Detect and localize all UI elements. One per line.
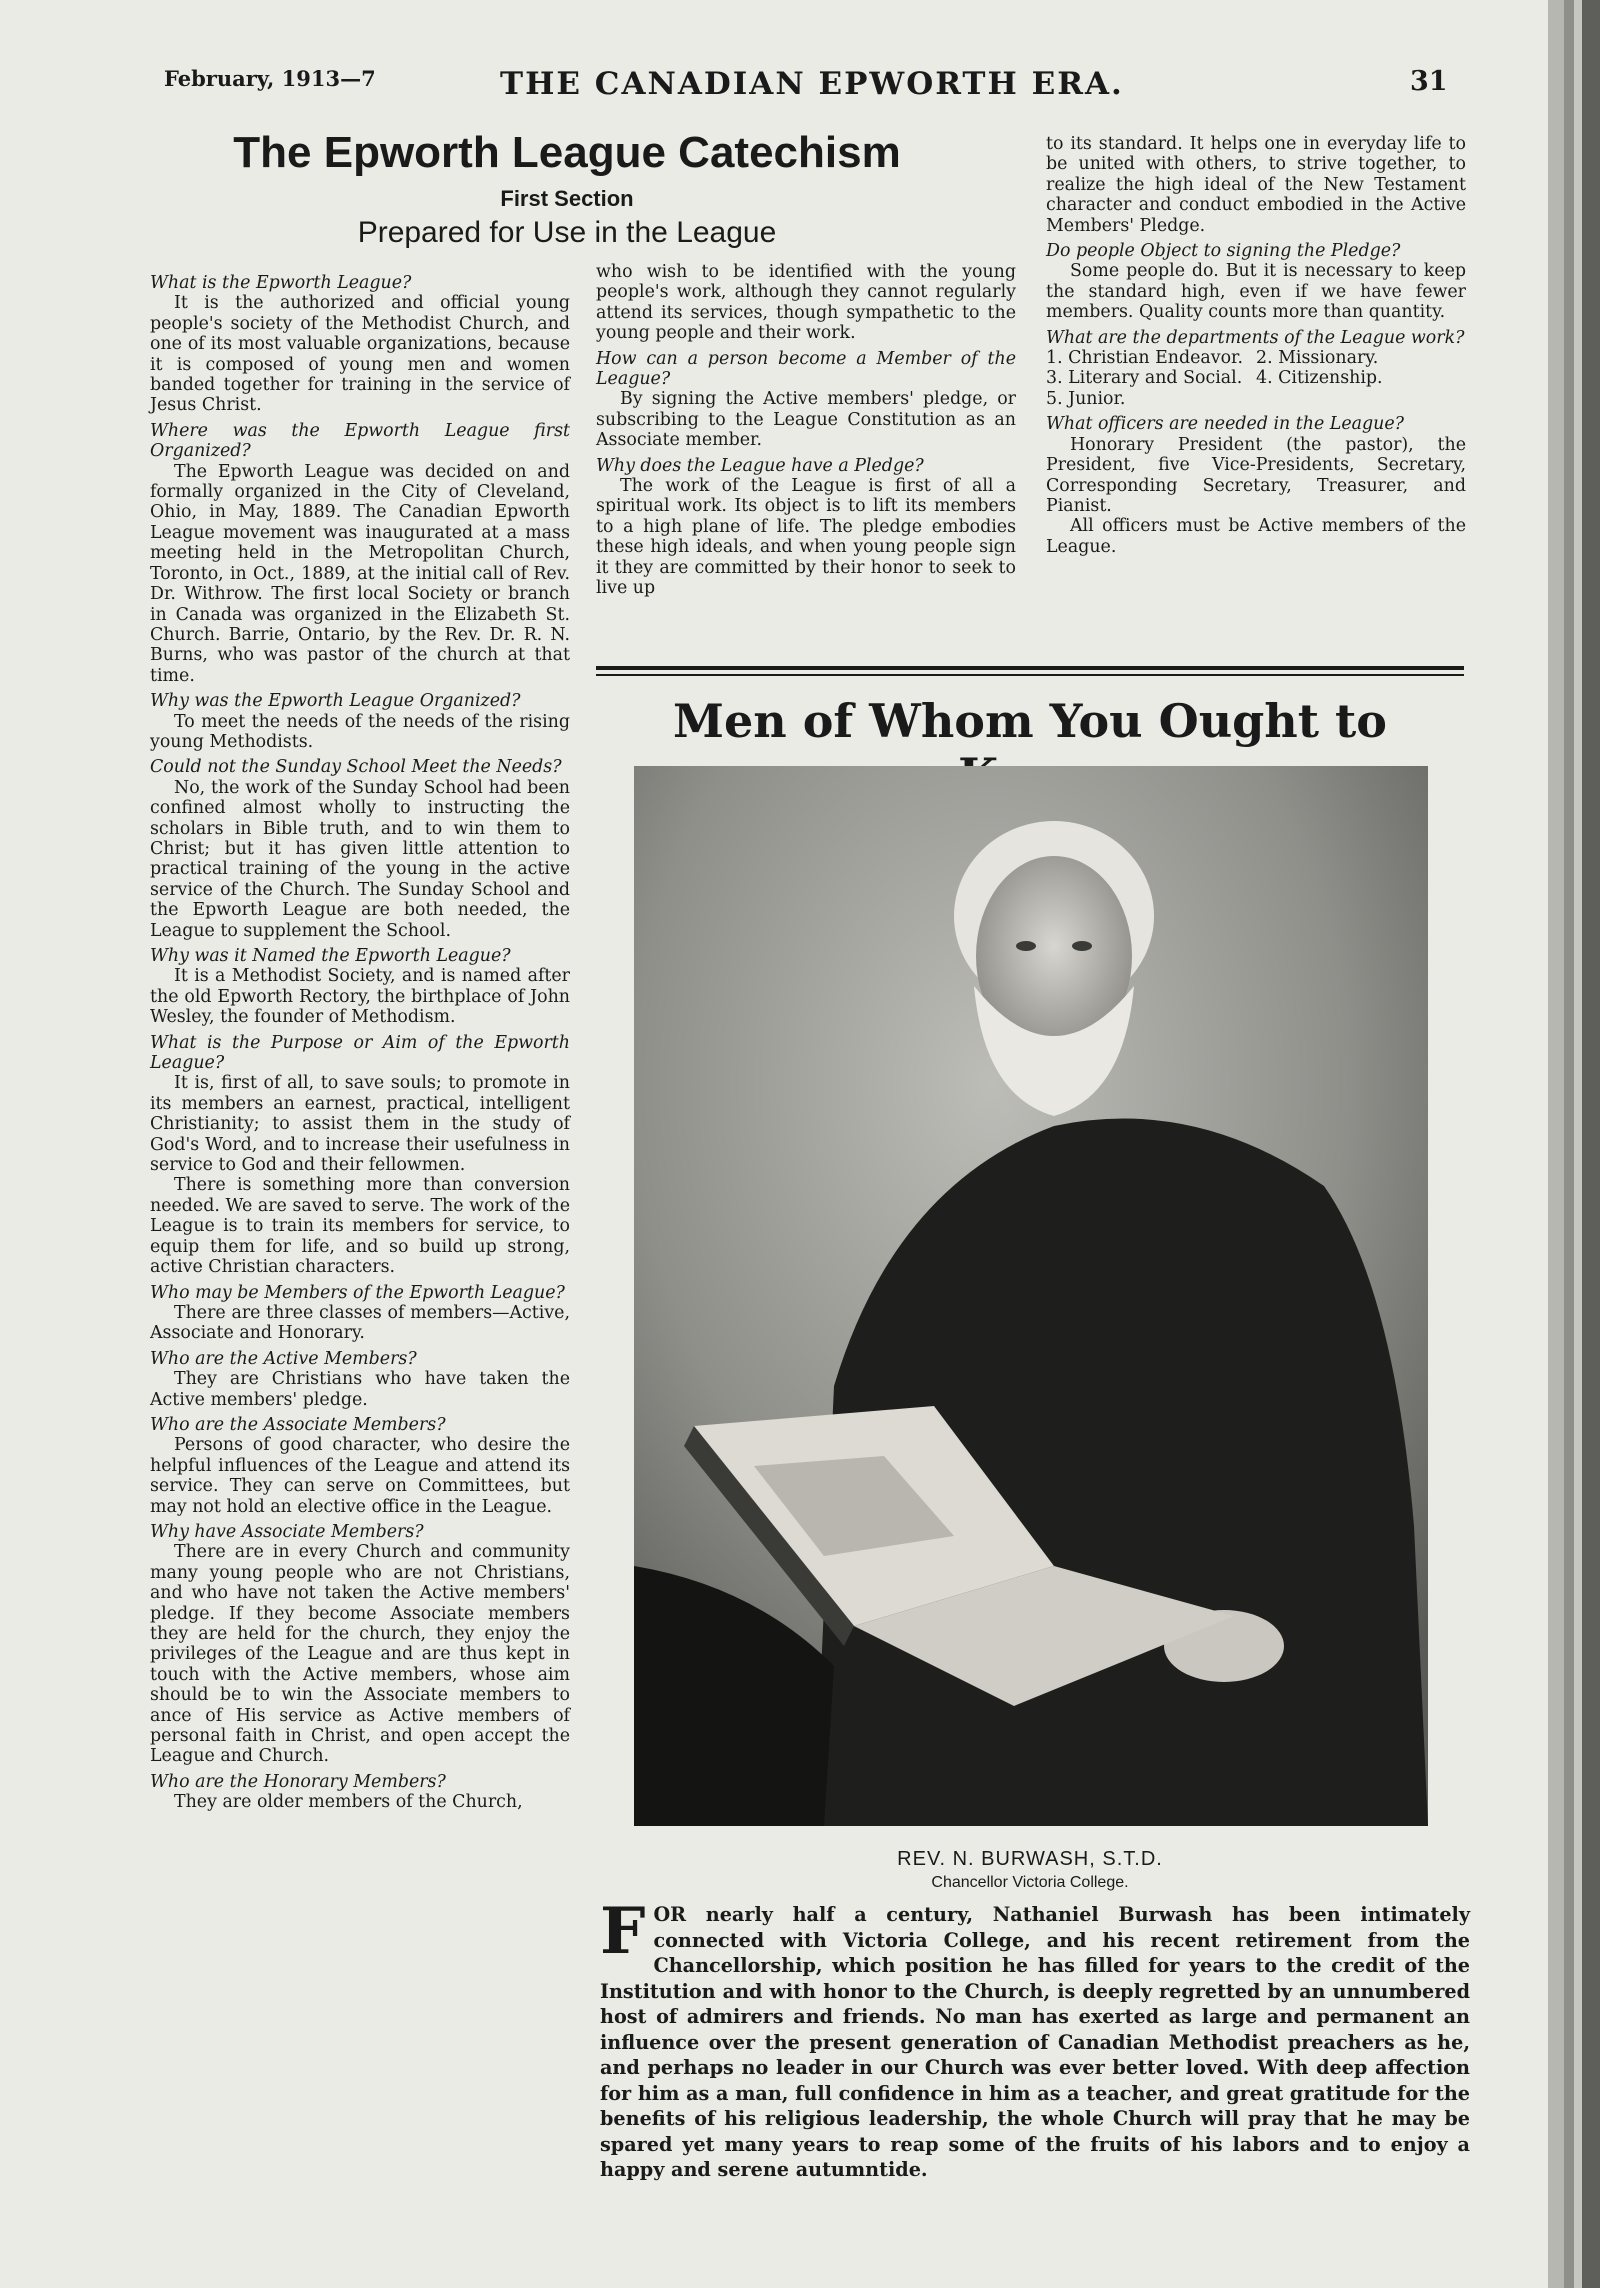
catechism-answer: All officers must be Active members of the League. [1046,516,1466,557]
catechism-answer: There is something more than conversion needed. We are saved to serve. The work of the League is to train its members for service, to equip them for life, and so build up strong, active Christian characters. [150,1175,570,1278]
catechism-question: What officers are needed in the League? [1046,414,1404,435]
catechism-answer: The Epworth League was decided on and formally organized in the City of Cleveland, Ohio, in May, 1889. The Canadian Epworth League movement was inaugurated at a mass meeting held in the Metropolitan Church, Toronto, in Oct., 1889, at the initial call of Rev. Dr. Withrow. The first local Society or branch in Canada was organized in the Elizabeth St. Church. Barrie, Ontario, by the Rev. Dr. R. N. Burns, who was pastor of the church at that time. [150,461,570,686]
department-item: 2. Missionary. [1256,348,1379,369]
issue-date: February, 1913—7 [164,66,376,91]
catechism-answer: It is the authorized and official young people's society of the Methodist Church, and one of its most valuable organizations, because it is composed of young men and women banded together for training in the service of Jesus Christ. [150,293,570,416]
binding-edge [1582,0,1600,2288]
catechism-question: What is the Epworth League? [150,273,412,293]
binding-edge [1574,0,1582,2288]
catechism-answer: They are older members of the Church, [174,1792,523,1813]
drop-cap: F [600,1894,646,1969]
catechism-answer: To meet the needs of the needs of the rising young Methodists. [150,711,570,752]
catechism-answer: to its standard. It helps one in everyday life to be united with others, to strive together, to realize the high ideal of the New Testament character and conduct embodied in the Active Members' Pledge. [1046,134,1466,236]
section-rule [596,666,1464,670]
biography-text: OR nearly half a century, Nathaniel Burwash has been intimately connected with Victoria College, and his recent retirement from the Chancellorship, which position he has filled for years to the credit of the Institution and with honor to the Church, is deeply regretted by an unnumbered host of admirers and friends. No man has exerted as large and permanent an influence over the present generation of Canadian Methodist preachers as he, and perhaps no leader in our Church was ever better loved. With deep affection for him as a man, full confidence in him as a teacher, and great gratitude for the benefits of his religious leadership, the whole Church will pray that he may be spared yet many years to reap some of the fruits of his labors and to enjoy a happy and serene autumntide. [600,1903,1470,2181]
departments-list [1046,348,1466,409]
catechism-answer: The work of the League is first of all a spiritual work. Its object is to lift its members to a high plane of life. The pledge embodies these high ideals, and when young people sign it they are committed by their honor to seek to live up [596,476,1016,599]
catechism-question: Who are the Active Members? [150,1348,417,1369]
catechism-question: Where was the Epworth League first Organized? [150,420,570,462]
catechism-answer: It is, first of all, to save souls; to promote in its members an earnest, practical, intelligent Christianity; to assist them in the study of God's Word, and to increase their usefulness in service to God and their fellowmen. [150,1073,570,1176]
catechism-question: What are the departments of the League work? [1046,327,1465,348]
column-3-text-end [1046,414,1466,557]
catechism-subtitle: Prepared for Use in the League [357,216,777,249]
page-number: 31 [1410,66,1448,97]
catechism-answer: Honorary President (the pastor), the President, five Vice-Presidents, Secretary, Corresponding Secretary, Treasurer, and Pianist. [1046,434,1466,516]
catechism-question: Who are the Honorary Members? [150,1771,446,1792]
catechism-column-2 [596,262,1016,599]
catechism-question: Who may be Members of the Epworth League? [150,1282,565,1303]
catechism-answer: who wish to be identified with the young people's work, although they cannot regularly attend its services, though sympathetic to the young people and their work. [596,262,1016,344]
catechism-answer: Persons of good character, who desire the helpful influences of the League and attend its service. They can serve on Committees, but may not hold an elective office in the League. [150,1435,570,1517]
binding-edge [1564,0,1574,2288]
binding-edge [1548,0,1564,2288]
catechism-question: Do people Object to signing the Pledge? [1046,241,1401,262]
catechism-question: Why was the Epworth League Organized? [150,691,521,712]
catechism-answer: By signing the Active members' pledge, or subscribing to the League Constitution as an Associate member. [596,389,1016,451]
catechism-question: Why does the League have a Pledge? [596,455,924,476]
portrait-illustration [634,766,1428,1826]
catechism-question: How can a person become a Member of the League? [596,348,1016,390]
catechism-question: Who are the Associate Members? [150,1414,446,1435]
catechism-answer: It is a Methodist Society, and is named after the old Epworth Rectory, the birthplace of John Wesley, the founder of Methodism. [150,966,570,1028]
catechism-answer: There are in every Church and community many young people who are not Christians, and who have not taken the Active members' pledge. If they become Associate members they are held for the church, they enjoy the privileges of the League and are thus kept in touch with the Active members, whose aim should be to win the Associate members to ance of His service as Active members of personal faith in Christ, and open accept the League and Church. [150,1542,570,1767]
catechism-title: The Epworth League Catechism [233,128,901,177]
catechism-question: Why have Associate Members? [150,1521,424,1542]
portrait-caption-title: Chancellor Victoria College. [931,1874,1129,1891]
department-item: 3. Literary and Social. [1046,368,1243,389]
portrait-caption-name: REV. N. BURWASH, S.T.D. [897,1848,1163,1870]
catechism-question: Could not the Sunday School Meet the Needs? [150,757,562,778]
feature-title: Men of Whom You Ought to [673,694,1387,748]
department-item: 4. Citizenship. [1256,368,1383,389]
portrait-photo [634,766,1428,1826]
catechism-answer: Some people do. But it is necessary to keep the standard high, even if we have fewer members. Quality counts more than quantity. [1046,261,1466,323]
catechism-answer: There are three classes of members—Active, Associate and Honorary. [150,1302,570,1344]
magazine-title: THE CANADIAN EPWORTH ERA. [500,66,1124,102]
section-rule-thin [596,674,1464,676]
department-item: 1. Christian Endeavor. [1046,348,1243,369]
catechism-column-1 [150,268,570,1813]
catechism-column-3 [1046,134,1466,557]
catechism-section: First Section [500,186,634,211]
department-item: 5. Junior. [1046,388,1126,409]
catechism-answer: No, the work of the Sunday School had been confined almost wholly to instructing the scholars in Bible truth, and to win them to Christ; but it has given little attention to practical training of the young in the active service of the Church. The Sunday School and the Epworth League are both needed, the League to supplement the School. [150,777,570,941]
catechism-question: Why was it Named the Epworth League? [150,946,511,966]
catechism-question: What is the Purpose or Aim of the Epworth League? [150,1032,570,1074]
biography-paragraph [600,1894,1470,2183]
column-3-text [1046,134,1466,348]
catechism-answer: They are Christians who have taken the Active members' pledge. [150,1369,570,1410]
